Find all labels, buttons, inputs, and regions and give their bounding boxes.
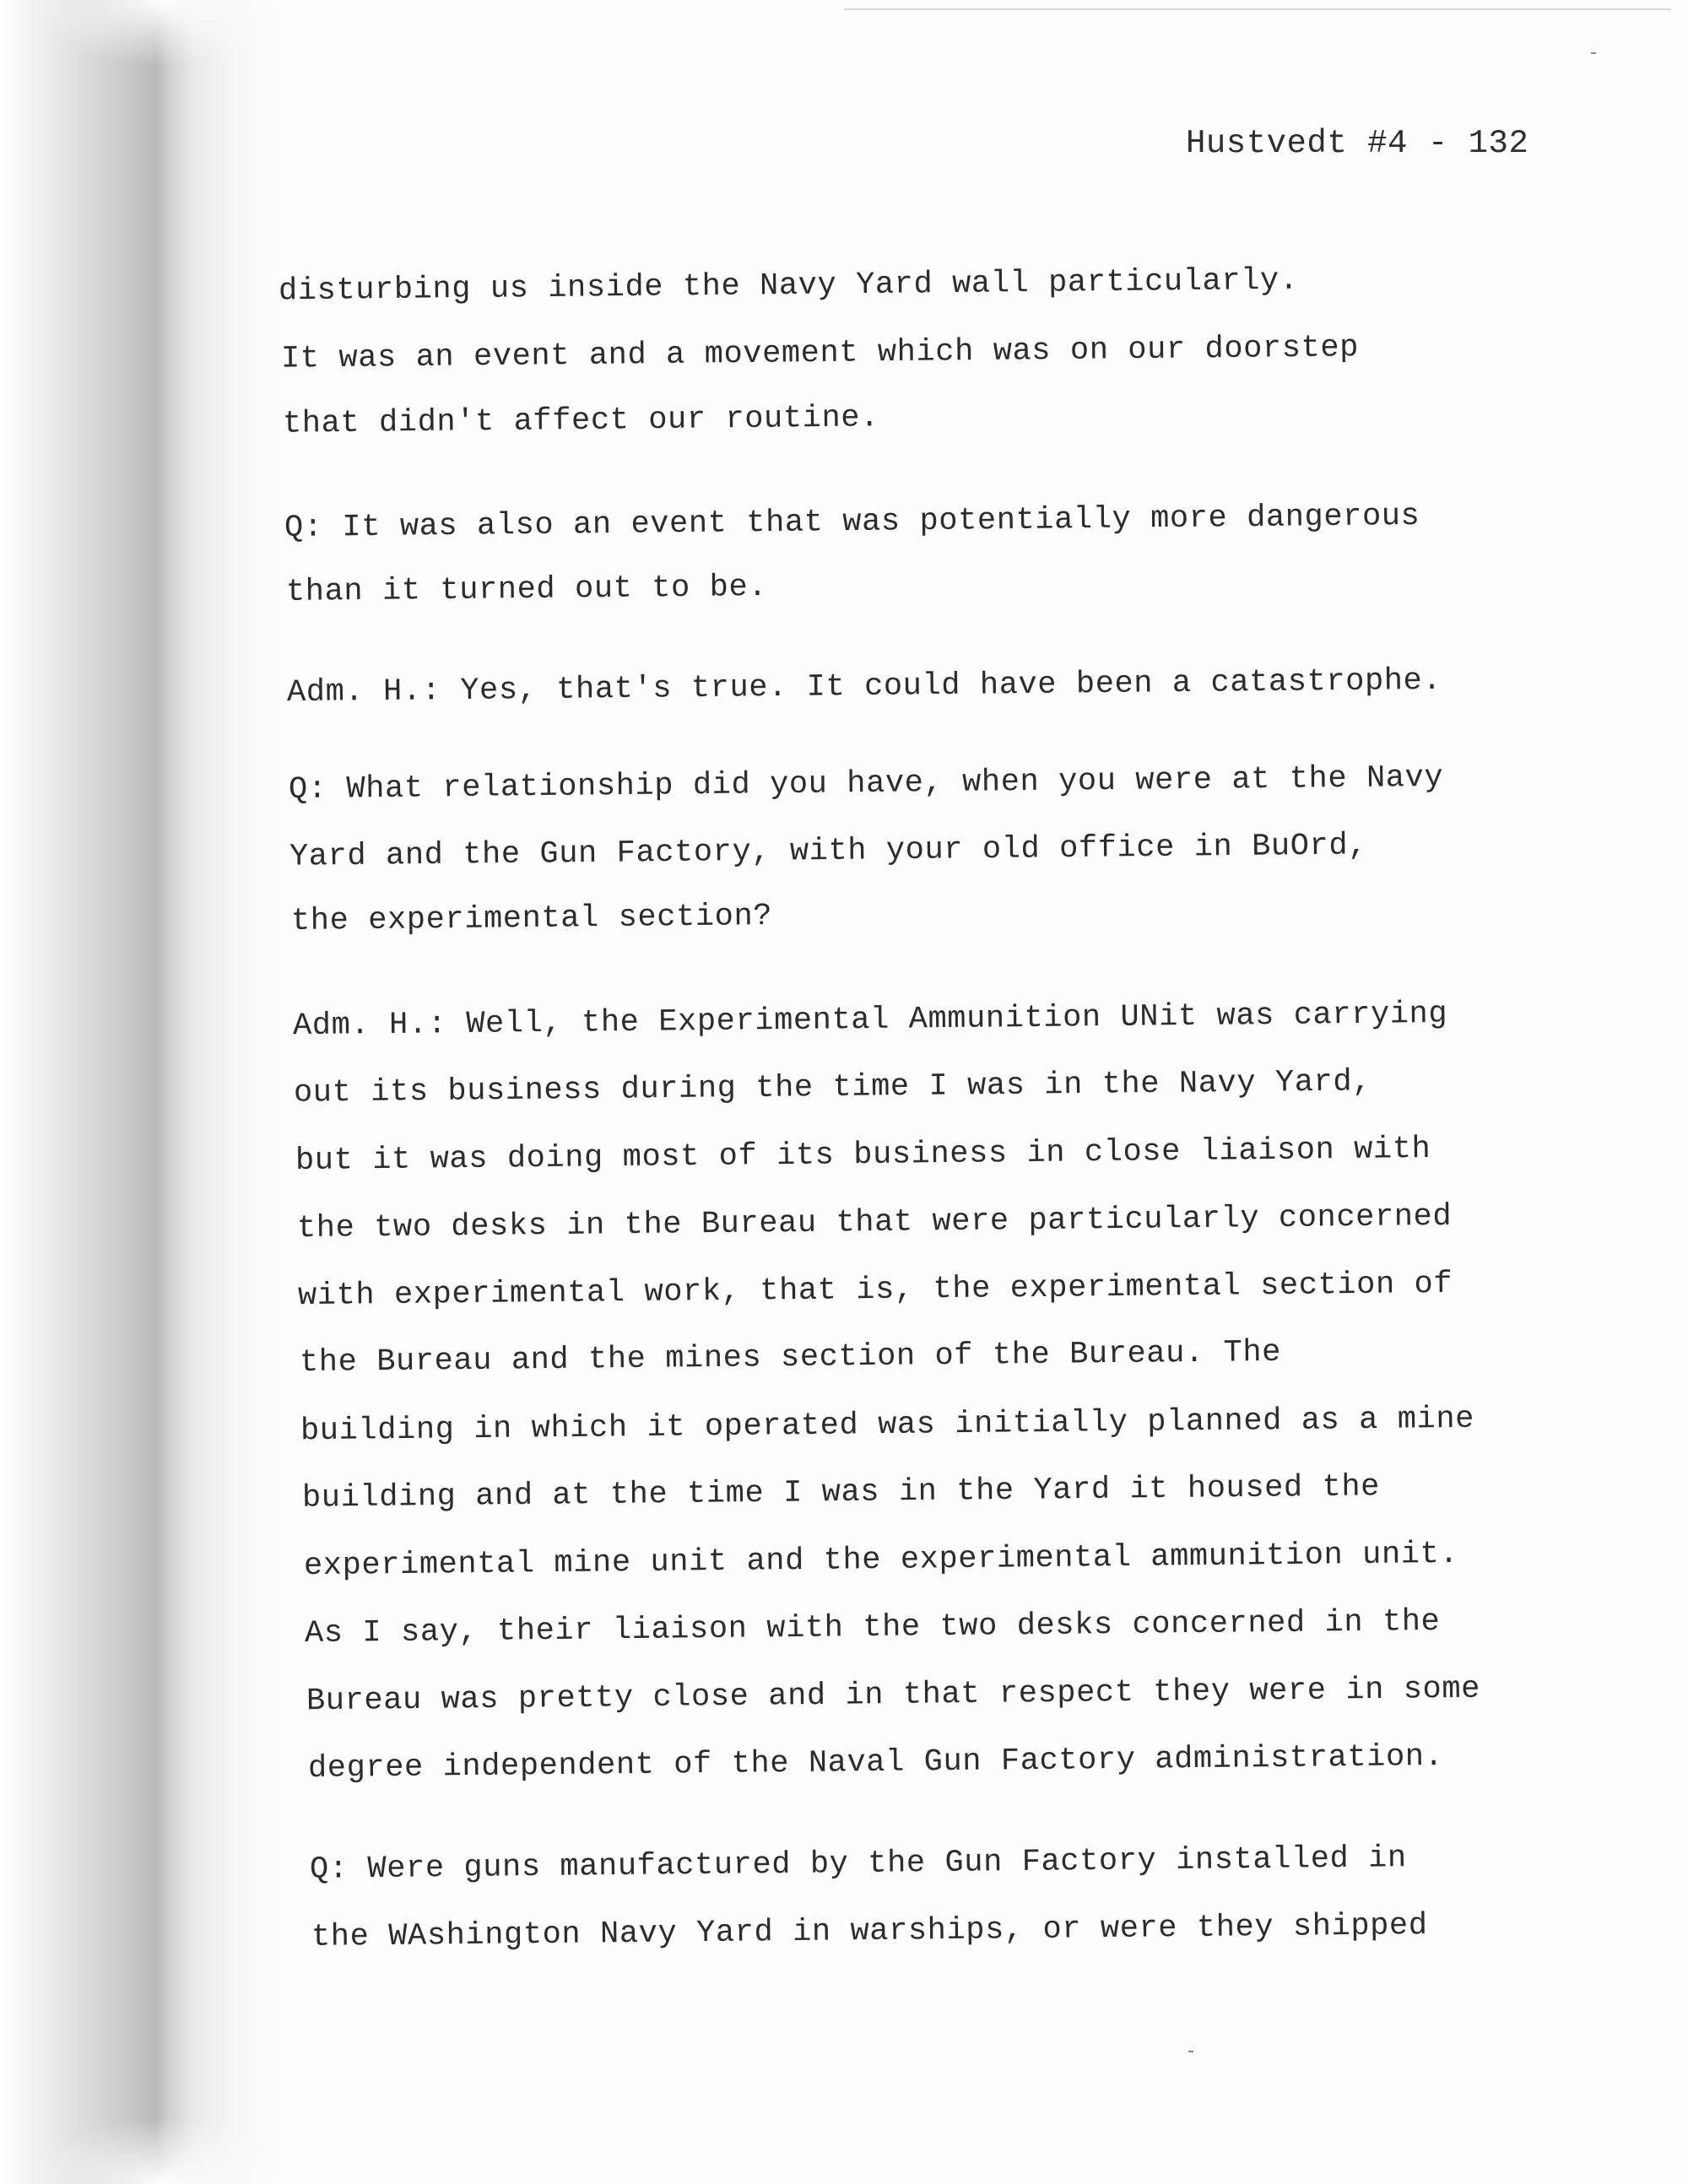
transcript-line: experimental mine unit and the experimental ammunition unit. [303,1536,1459,1585]
transcript-line: Bureau was pretty close and in that respect they were in some [306,1671,1481,1720]
transcript-line: degree independent of the Naval Gun Factory administration. [307,1738,1444,1787]
transcript-line: the experimental section? [290,899,773,939]
transcript-line: out its business during the time I was in the Navy Yard, [293,1064,1372,1111]
scan-speck [1188,2051,1193,2052]
transcript-line: It was an event and a movement which was on our doorstep [280,330,1360,377]
transcript-line: the WAshington Navy Yard in warships, or were they shipped [311,1908,1428,1955]
transcript-line: that didn't affect our routine. [282,400,880,442]
transcript-line: disturbing us inside the Navy Yard wall particularly. [278,262,1299,310]
transcript-line: building and at the time I was in the Yard it housed the [301,1469,1381,1516]
transcript-line: Q: It was also an event that was potentially more dangerous [284,498,1420,547]
binding-highlight-top [25,0,304,68]
page-number-header: Hustvedt #4 - 132 [1186,125,1529,162]
transcript-line: but it was doing most of its business in close liaison with [295,1131,1431,1180]
binding-shadow [0,0,279,2184]
scan-edge-line [844,8,1671,10]
transcript-line: building in which it operated was initially planned as a mine [300,1401,1475,1450]
transcript-line: Yard and the Gun Factory, with your old office in BuOrd, [289,828,1368,875]
transcript-line: Adm. H.: Well, the Experimental Ammunition UNit was carrying [292,996,1448,1045]
transcript-line: As I say, their liaison with the two desks concerned in the [304,1603,1441,1652]
transcript-line: the two desks in the Bureau that were particularly concerned [296,1198,1453,1247]
transcript-line: than it turned out to be. [285,570,768,610]
transcript-line: Q: Were guns manufactured by the Gun Factory installed in [309,1841,1407,1888]
scan-speck [1591,52,1596,54]
transcript-line: the Bureau and the mines section of the Bureau. The [299,1334,1282,1381]
binding-highlight-bottom [25,2116,304,2184]
transcript-line: Adm. H.: Yes, that's true. It could have been a catastrophe. [286,662,1442,711]
transcript-line: Q: What relationship did you have, when you were at the Navy [288,760,1444,808]
transcript-line: with experimental work, that is, the experimental section of [297,1266,1453,1315]
